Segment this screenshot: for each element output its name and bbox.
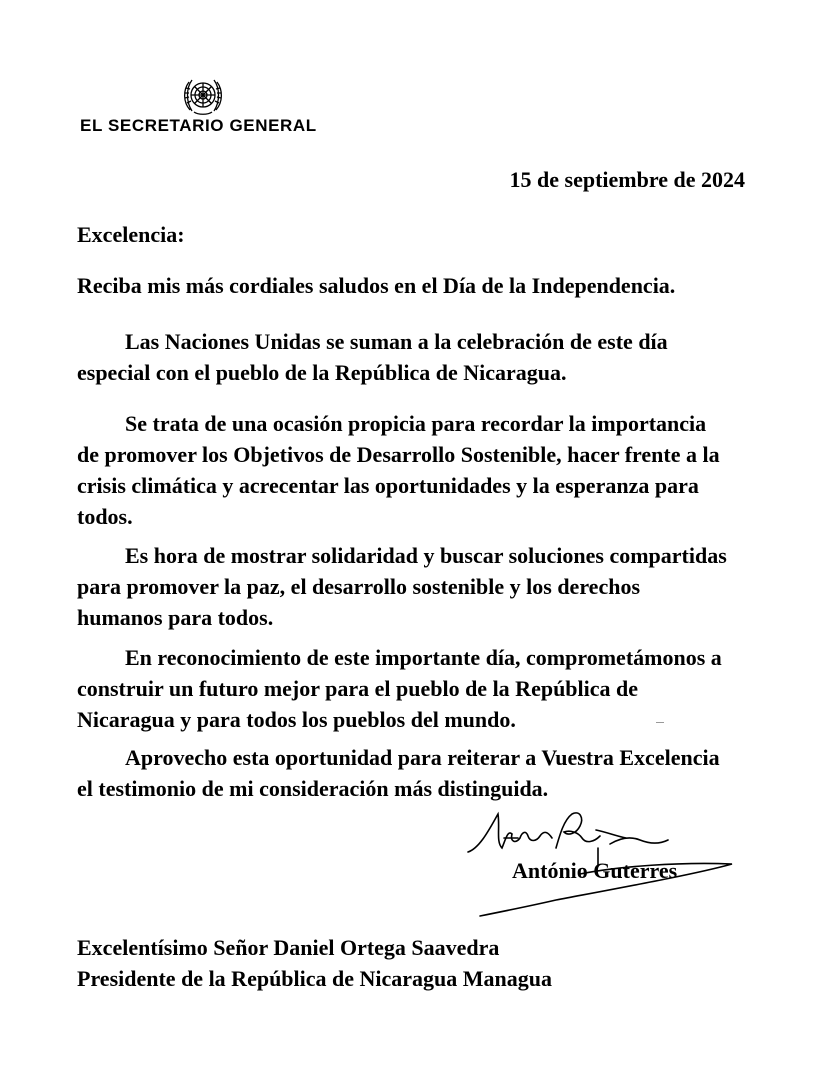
paragraph-line: Nicaragua y para todos los pueblos del mundo.: [77, 707, 516, 732]
paragraph: [77, 540, 727, 633]
paragraph-line: Se trata de una ocasión propicia para recordar la importancia: [125, 411, 707, 436]
signatory-name: António Guterres: [512, 858, 678, 883]
paragraph-line: de promover los Objetivos de Desarrollo Sostenible, hacer frente a la: [77, 442, 720, 467]
addressee: [77, 932, 552, 994]
paragraph-line: Las Naciones Unidas se suman a la celebración de este día: [125, 329, 668, 354]
paragraph-line: Es hora de mostrar solidaridad y buscar soluciones compartidas: [125, 543, 727, 568]
signature-block: [460, 808, 760, 938]
paragraph: [77, 408, 720, 532]
salutation: Excelencia:: [77, 222, 185, 247]
paragraph: [77, 326, 668, 388]
paragraph-line: humanos para todos.: [77, 605, 274, 630]
paragraph-line: construir un futuro mejor para el pueblo de la República de: [77, 676, 639, 701]
stray-mark: [656, 722, 664, 723]
paragraph-line: todos.: [77, 504, 133, 529]
paragraph: [77, 742, 720, 804]
paragraph-line: el testimonio de mi consideración más distinguida.: [77, 776, 549, 801]
paragraph-line: En reconocimiento de este importante día, comprometámonos a: [125, 645, 722, 670]
paragraph-line: crisis climática y acrecentar las oportunidades y la esperanza para: [77, 473, 699, 498]
addressee-line: Presidente de la República de Nicaragua Managua: [77, 966, 553, 991]
org-title: EL SECRETARIO GENERAL: [80, 116, 317, 135]
paragraph-line: Aprovecho esta oportunidad para reiterar a Vuestra Excelencia: [125, 745, 720, 770]
paragraph: [77, 642, 722, 735]
paragraph-line: para promover la paz, el desarrollo sostenible y los derechos: [77, 574, 641, 599]
letter-date: 15 de septiembre de 2024: [509, 167, 745, 192]
un-emblem-icon: [180, 74, 226, 120]
paragraph-line: especial con el pueblo de la República de Nicaragua.: [77, 360, 567, 385]
greeting: Reciba mis más cordiales saludos en el Día de la Independencia.: [77, 273, 676, 298]
addressee-line: Excelentísimo Señor Daniel Ortega Saavedra: [77, 935, 500, 960]
